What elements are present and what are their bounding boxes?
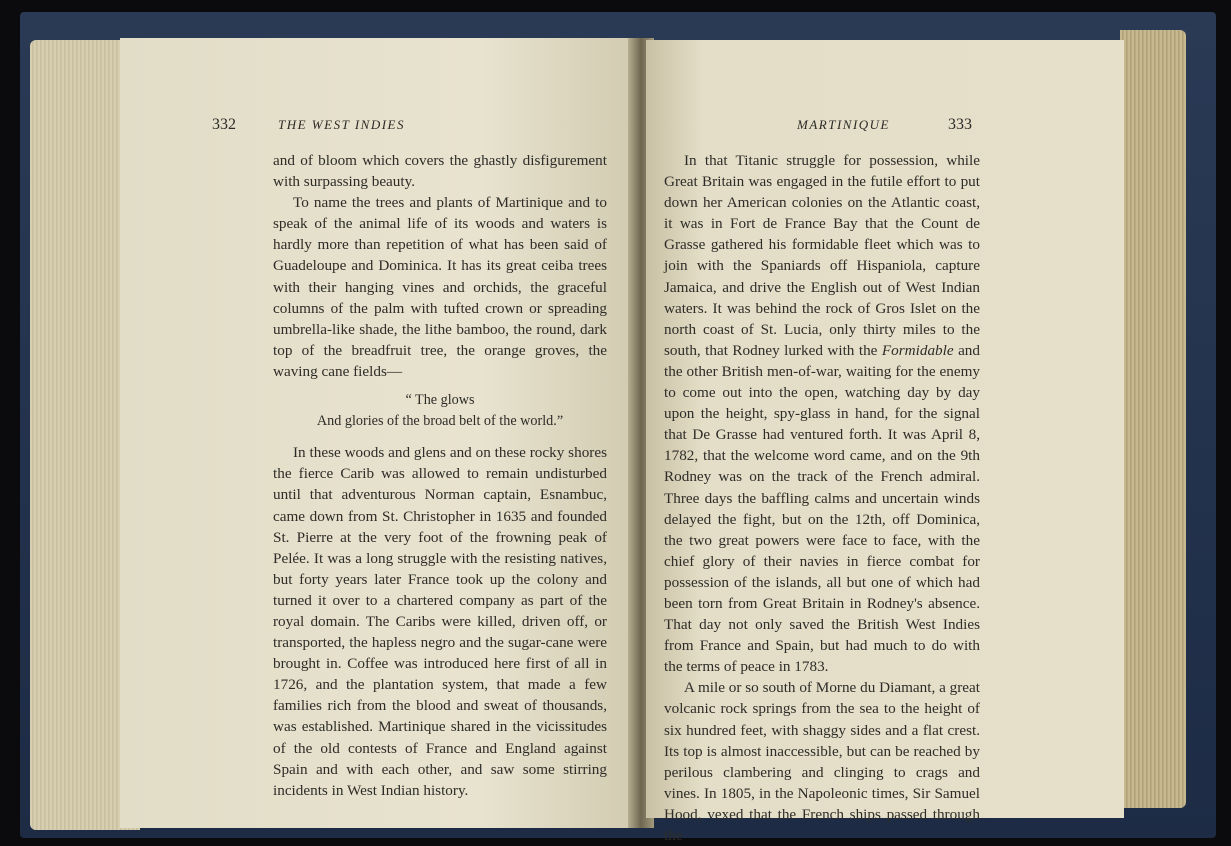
right-paragraph-1-part-1: In that Titanic struggle for possession, while Great Britain was engaged in the futile effort to put down her American colonies on the Atlantic coast, it was in Fort de France Bay that the Count de Grasse gathered his formidable fleet which was to join with the Spaniards off Hispaniola, capture Jamaica, and drive the English out of West Indian waters. It was behind the rock of Gros Islet on the north coast of St. Lucia, only thirty miles to the south, that Rodney lurked with the xyxy=(664,152,980,359)
left-paragraph-3: In these woods and glens and on these rocky shores the fierce Carib was allowed to remain undisturbed until that adventurous Norman captain, Esnambuc, came down from St. Christopher in 1635 and founded St. Pierre at the very foot of the frowning peak of Pelée. It was a long struggle with the resisting natives, but forty years later France took up the colony and turned it over to a chartered company as part of the royal domain. The Caribs were killed, driven off, or transported, the hapless negro and the sugar-cane were brought in. Coffee was introduced here first of all in 1726, and the plantation system, that made a few families rich from the blood and sweat of thousands, was established. Martinique shared in the vicissitudes of the old contests of France and England against Spain and with each other, and saw some stirring incidents in West Indian history. xyxy=(273,444,607,799)
left-page-number: 332 xyxy=(212,116,236,133)
verse-quote xyxy=(273,390,607,432)
right-paragraph-1-part-2: and the other British men-of-war, waiting for the enemy to come out into the open, watching day by day upon the height, spy-glass in hand, for the signal that De Grasse had ventured forth. It was April 8, 1782, that the welcome word came, and on the 9th Rodney was on the track of the French admiral. Three days the baffling calms and uncertain winds delayed the fight, but on the 12th, off Dominica, the two great powers were face to face, with the chief glory of their navies in fierce combat for possession of the islands, all but one of which had been torn from Great Britain in Rodney's absence. That day not only saved the British West Indies from France and Spain, but had much to do with the terms of peace in 1783. xyxy=(664,341,980,676)
right-page-text xyxy=(664,150,980,846)
right-page-number: 333 xyxy=(948,116,972,133)
left-paragraph-2: To name the trees and plants of Martinique and to speak of the animal life of its woods and waters is hardly more than repetition of what has been said of Guadeloupe and Dominica. It has its great ceiba trees with their hanging vines and orchids, the graceful columns of the palm with tufted crown or spreading umbrella-like shade, the lithe bamboo, the round, dark top of the breadfruit tree, the orange groves, the waving cane fields— xyxy=(273,194,607,380)
verse-line-1: “ The glows xyxy=(405,392,475,409)
right-page xyxy=(646,40,1124,844)
ship-name-formidable: Formidable xyxy=(881,341,954,359)
left-running-head xyxy=(212,116,552,140)
left-running-title: THE WEST INDIES xyxy=(278,117,405,132)
left-paragraph-1: and of bloom which covers the ghastly disfigurement with surpassing beauty. xyxy=(273,152,607,191)
right-paragraph-2: A mile or so south of Morne du Diamant, a great volcanic rock springs from the sea to the height of six hundred feet, with shaggy sides and a flat crest. Its top is almost inaccessible, but can be reached by perilous clambering and clinging to crags and vines. In 1805, in the Napoleonic times, Sir Samuel Hood, vexed that the French ships passed through the xyxy=(664,679,980,844)
left-page-text xyxy=(273,150,607,801)
left-page xyxy=(120,38,636,828)
right-page-edges xyxy=(1120,30,1186,808)
right-paragraph-1 xyxy=(664,150,980,677)
right-running-title: MARTINIQUE xyxy=(797,117,890,132)
verse-line-2: And glories of the broad belt of the world.” xyxy=(316,413,564,430)
right-running-head xyxy=(652,116,972,140)
